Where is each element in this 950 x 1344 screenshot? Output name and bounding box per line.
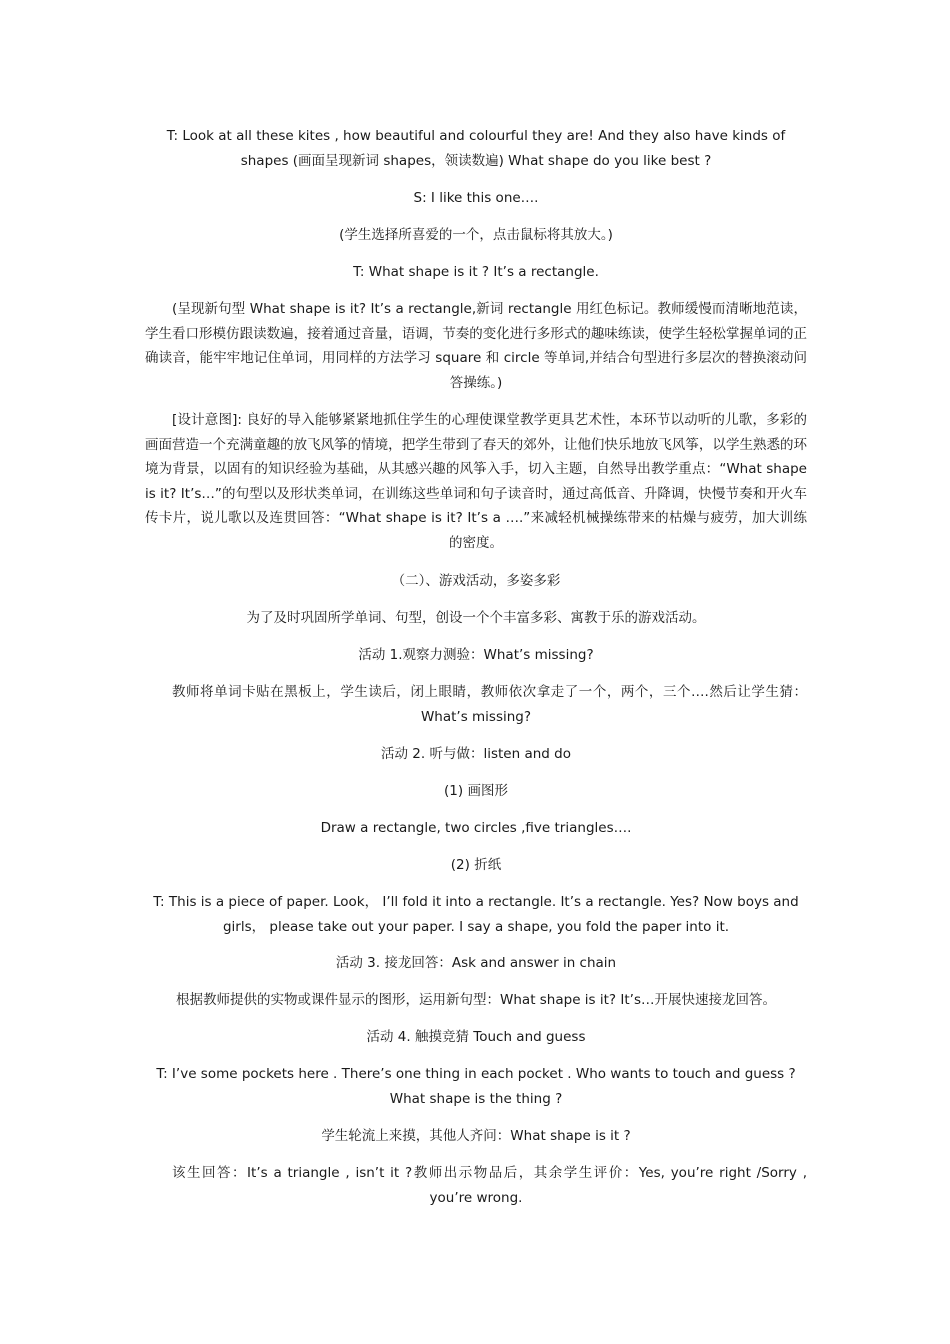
activity-4-student-answer: 该生回答：It’s a triangle , isn’t it ?教师出示物品后，其余学生评价：Yes, you’re right /Sorry , you’re wrong. <box>172 1165 807 1206</box>
activity-4-student-question: 学生轮流上来摸，其他人齐问：What shape is it ? <box>321 1128 631 1144</box>
activity-1-description: 教师将单词卡贴在黑板上，学生读后，闭上眼睛，教师依次拿走了一个，两个，三个….然后让学生猜：What’s missing? <box>172 684 807 725</box>
paragraph-new-pattern-note: (呈现新句型 What shape is it? It’s a rectangle,新词 rectangle 用红色标记。教师缓慢而清晰地范读，学生看口形模仿跟读数遍，接着通过音量，语调，节奏的变化进行多形式的趣味练读，使学生轻松掌握单词的正确读音，能牢牢地记住单词，用同样的方法学习 square 和 circle 等单词,并结合句型进行多层次的替换滚动问答操练。) <box>145 301 807 391</box>
activity-3-description: 根据教师提供的实物或课件显示的图形，运用新句型：What shape is it? It’s…开展快速接龙回答。 <box>176 992 776 1008</box>
activity-2-part-1-description: Draw a rectangle, two circles ,five triangles…. <box>320 820 632 836</box>
activity-2-part-1-heading: (1) 画图形 <box>444 783 508 799</box>
paragraph-teacher-kites: T: Look at all these kites , how beautiful and colourful they are! And they also have kinds of shapes (画面呈现新词 shapes，领读数遍) What shape do you like best ? <box>166 128 786 169</box>
paragraph-student-choice: S: I like this one…. <box>413 190 539 206</box>
activity-2-part-2-heading: (2) 折纸 <box>450 857 502 873</box>
activity-3-heading: 活动 3. 接龙回答：Ask and answer in chain <box>335 955 617 971</box>
paragraph-games-intro: 为了及时巩固所学单词、句型，创设一个个丰富多彩、寓教于乐的游戏活动。 <box>246 610 706 626</box>
paragraph-teacher-rectangle: T: What shape is it ? It’s a rectangle. <box>353 264 599 280</box>
activity-1-heading: 活动 1.观察力测验：What’s missing? <box>358 647 594 663</box>
activity-4-heading: 活动 4. 触摸竞猜 Touch and guess <box>366 1029 586 1045</box>
paragraph-student-select-note: (学生选择所喜爱的一个，点击鼠标将其放大。) <box>339 227 613 243</box>
activity-4-teacher-prompt: T: I’ve some pockets here . There’s one thing in each pocket . Who wants to touch and guess ? What shape is the thing ? <box>156 1066 796 1107</box>
activity-2-part-2-description: T: This is a piece of paper. Look， I’ll fold it into a rectangle. It’s a rectangle. Yes? Now boys and girls， please take out your paper. I say a shape, you fold the paper into it. <box>153 894 799 935</box>
paragraph-design-intent: [设计意图]: 良好的导入能够紧紧地抓住学生的心理使课堂教学更具艺术性，本环节以动听的儿歌，多彩的画面营造一个充满童趣的放飞风筝的情境，把学生带到了春天的郊外，让他们快乐地放飞风筝，以学生熟悉的环境为背景，以固有的知识经验为基础，从其感兴趣的风筝入手，切入主题，自然导出教学重点：“What shape is it? It’s…”的句型以及形状类单词，在训练这些单词和句子读音时，通过高低音、升降调，快慢节奏和开火车传卡片，说儿歌以及连贯回答：“What shape is it? It’s a ….”来减轻机械操练带来的枯燥与疲劳，加大训练的密度。 <box>145 412 807 551</box>
activity-2-heading: 活动 2. 听与做：listen and do <box>381 746 571 762</box>
section-heading-games: （二）、游戏活动，多姿多彩 <box>391 573 561 589</box>
